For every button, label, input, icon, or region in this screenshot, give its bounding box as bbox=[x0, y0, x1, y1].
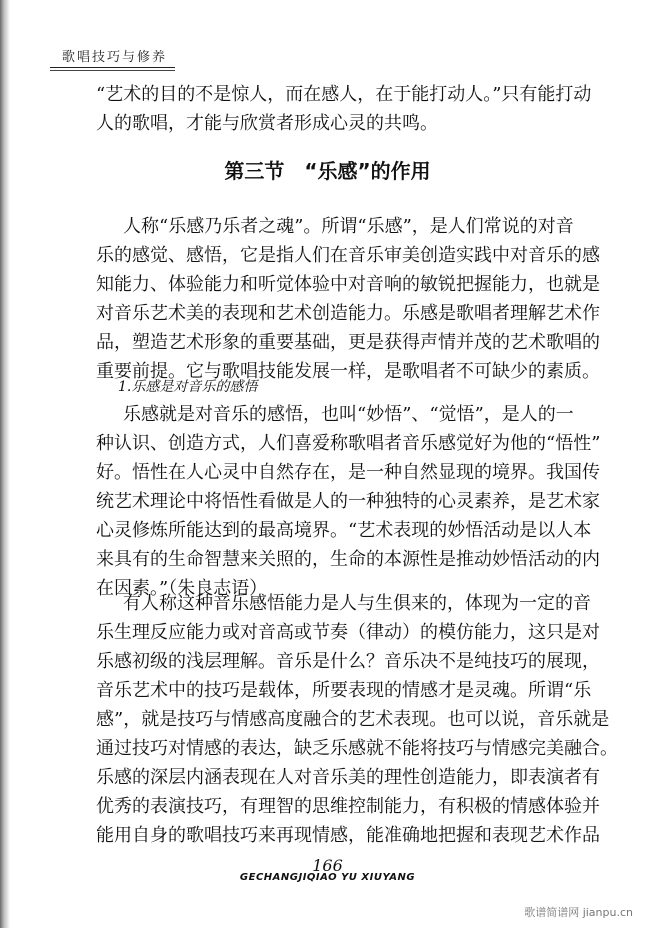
text-line: 人称“乐感乃乐者之魂”。所谓“乐感”，是人们常说的对音 bbox=[123, 216, 574, 237]
section-heading: 第三节 “乐感”的作用 bbox=[224, 159, 431, 183]
text-line: 能用自身的歌唱技巧来再现情感，能准确地把握和表现艺术作品 bbox=[96, 825, 600, 846]
text-line: 对音乐艺术美的表现和艺术创造能力。乐感是歌唱者理解艺术作 bbox=[96, 303, 600, 324]
text-line: 重要前提。它与歌唱技能发展一样，是歌唱者不可缺少的素质。 bbox=[96, 361, 600, 382]
text-line: 乐感就是对音乐的感悟，也叫“妙悟”、“觉悟”，是人的一 bbox=[123, 404, 574, 425]
header-rule bbox=[50, 67, 175, 68]
subheading: 1.乐感是对音乐的感悟 bbox=[118, 379, 258, 395]
header-rule-secondary bbox=[50, 70, 175, 71]
text-line: 来具有的生命智慧来关照的，生命的本源性是推动妙悟活动的内 bbox=[96, 549, 600, 570]
text-line: 感”，就是技巧与情感高度融合的艺术表现。也可以说，音乐就是 bbox=[96, 709, 610, 730]
text-line: 音乐艺术中的技巧是载体，所要表现的情感才是灵魂。所谓“乐 bbox=[96, 680, 592, 701]
text-line: 在因素。”（朱良志语） bbox=[96, 578, 268, 599]
text-line: 乐感的深层内涵表现在人对音乐美的理性创造能力，即表演者有 bbox=[96, 767, 600, 788]
text-line: 乐感初级的浅层理解。音乐是什么？音乐决不是纯技巧的展现， bbox=[96, 651, 600, 672]
text-line: 乐生理反应能力或对音高或节奏（律动）的模仿能力，这只是对 bbox=[96, 622, 600, 643]
text-line: 优秀的表演技巧，有理智的思维控制能力，有积极的情感体验并 bbox=[96, 796, 600, 817]
scan-edge-shadow bbox=[0, 0, 10, 928]
page-number: 166 bbox=[312, 856, 343, 875]
text-line: 统艺术理论中将悟性看做是人的一种独特的心灵素养，是艺术家 bbox=[96, 491, 600, 512]
text-line: 品，塑造艺术形象的重要基础，更是获得声情并茂的艺术歌唱的 bbox=[96, 332, 600, 353]
running-head: 歌唱技巧与修养 bbox=[62, 50, 168, 65]
footer-pinyin: GECHANGJIQIAO YU XIUYANG bbox=[239, 872, 416, 883]
text-line: 乐的感觉、感悟，它是指人们在音乐审美创造实践中对音乐的感 bbox=[96, 245, 600, 266]
watermark: 歌谱简谱网 jianpu.cn bbox=[524, 906, 633, 919]
text-line: 种认识、创造方式，人们喜爱称歌唱者音乐感觉好为他的“悟性” bbox=[96, 433, 601, 454]
text-line: 心灵修炼所能达到的最高境界。“艺术表现的妙悟活动是以人本 bbox=[96, 520, 592, 541]
text-line: 通过技巧对情感的表达，缺乏乐感就不能将技巧与情感完美融合。 bbox=[96, 738, 618, 759]
text-line: 人的歌唱，才能与欣赏者形成心灵的共鸣。 bbox=[96, 113, 438, 134]
text-line: “艺术的目的不是惊人，而在感人，在于能打动人。”只有能打动 bbox=[96, 84, 592, 105]
text-line: 有人称这种音乐感悟能力是人与生俱来的，体现为一定的音 bbox=[123, 593, 591, 614]
text-line: 好。悟性在人心灵中自然存在，是一种自然显现的境界。我国传 bbox=[96, 462, 600, 483]
text-line: 知能力、体验能力和听觉体验中对音响的敏锐把握能力，也就是 bbox=[96, 274, 600, 295]
